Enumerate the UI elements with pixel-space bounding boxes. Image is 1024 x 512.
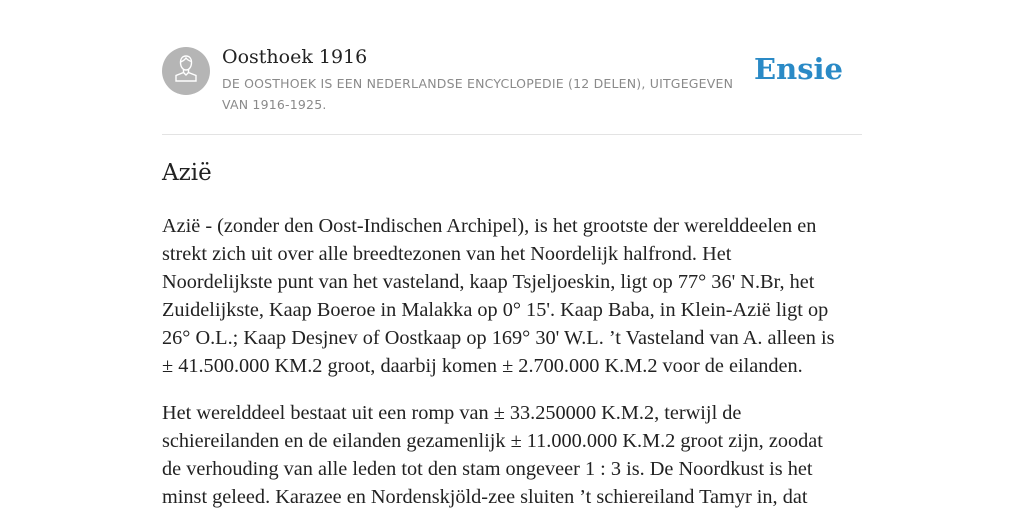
- source-description: [222, 73, 757, 115]
- avatar[interactable]: [162, 47, 210, 95]
- ensie-logo-link[interactable]: Ensie: [754, 52, 843, 86]
- paragraph-line: ± 41.500.000 KM.2 groot, daarbij komen ± 2.700.000 K.M.2 voor de eilanden.: [162, 355, 803, 377]
- paragraph-line: 26° O.L.; Kaap Desjnev of Oostkaap op 169° 30' W.L. ’t Vasteland van A. alleen is: [162, 327, 835, 349]
- paragraph-line: de verhouding van alle leden tot den stam ongeveer 1 : 3 is. De Noordkust is het: [162, 458, 813, 480]
- paragraph-line: Zuidelijkste, Kaap Boeroe in Malakka op 0° 15'. Kaap Baba, in Klein-Azië ligt op: [162, 299, 829, 321]
- paragraph-line: schiereilanden en de eilanden gezamenlijk ± 11.000.000 K.M.2 groot zijn, zoodat: [162, 430, 823, 452]
- paragraph-line: minst geleed. Karazee en Nordenskjöld-zee sluiten ’t schiereiland Tamyr in, dat: [162, 486, 808, 508]
- source-header: [162, 0, 862, 135]
- paragraph-line: Het werelddeel bestaat uit een romp van ± 33.250000 K.M.2, terwijl de: [162, 402, 742, 424]
- paragraph-line: Azië - (zonder den Oost-Indischen Archipel), is het grootste der werelddeelen en: [162, 215, 817, 237]
- article-paragraph: [162, 399, 862, 511]
- article-page: [162, 0, 862, 508]
- user-icon: [172, 54, 200, 88]
- paragraph-line: Noordelijkste punt van het vasteland, kaap Tsjeljoeskin, ligt op 77° 36' N.Br, het: [162, 271, 815, 293]
- source-description-line: VAN 1916-1925.: [222, 97, 327, 112]
- source-description-line: DE OOSTHOEK IS EEN NEDERLANDSE ENCYCLOPEDIE (12 DELEN), UITGEGEVEN: [222, 76, 734, 91]
- article-paragraph: [162, 212, 862, 380]
- source-name[interactable]: Oosthoek 1916: [222, 46, 368, 68]
- article-title: Azië: [162, 160, 212, 186]
- paragraph-line: strekt zich uit over alle breedtezonen van het Noordelijk halfrond. Het: [162, 243, 732, 265]
